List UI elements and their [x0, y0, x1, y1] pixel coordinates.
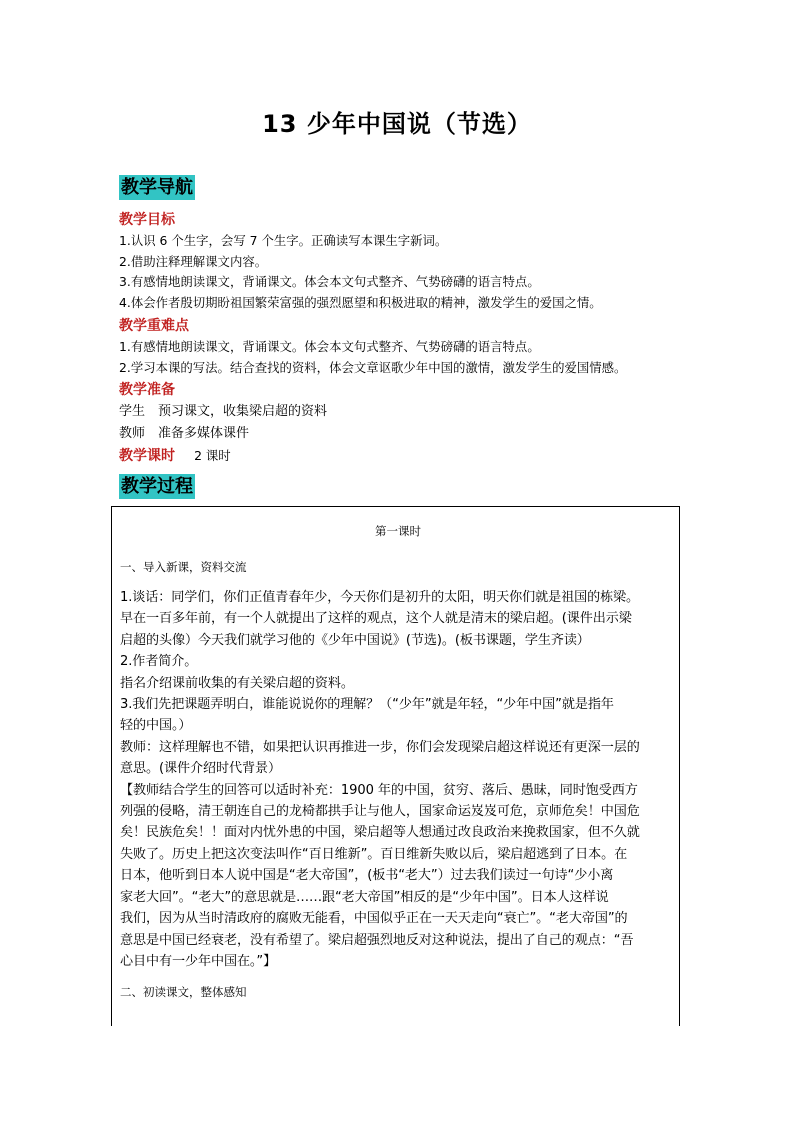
- lesson-section-heading: 一、导入新课，资料交流: [120, 560, 247, 574]
- lesson-title: 第一课时: [375, 524, 421, 538]
- lesson-line: 失败了。历史上把这次变法叫作“百日维新”。百日维新失败以后，梁启超逃到了日本。在: [120, 846, 628, 862]
- lesson-line: 2.作者简介。: [120, 654, 198, 670]
- lesson-box: [111, 506, 680, 1026]
- preparation-heading: 教学准备: [119, 382, 175, 398]
- teaching-difficulties: [119, 316, 699, 378]
- section-label-teaching-process: 教学过程: [121, 476, 193, 497]
- lesson-section-heading: 二、初读课文，整体感知: [120, 985, 247, 1000]
- teaching-preparation: [119, 380, 699, 444]
- lesson-line: 列强的侵略，清王朝连自己的龙椅都拱手让与他人，国家命运岌岌可危，京师危矣！中国危: [120, 804, 640, 820]
- goal-item: 2.借助注释理解课文内容。: [119, 253, 268, 269]
- lesson-line: 意思。(课件介绍时代背景）: [120, 761, 281, 777]
- lesson-line: 3.我们先把课题弄明白，谁能说说你的理解？（“少年”就是年轻，“少年中国”就是指年: [120, 697, 614, 713]
- lesson-line: 1.谈话：同学们，你们正值青春年少，今天你们是初升的太阳，明天你们就是祖国的栋梁。: [120, 590, 640, 605]
- difficulties-heading: 教学重难点: [119, 318, 189, 334]
- lesson-line: 矣！民族危矣！！面对内忧外患的中国，梁启超等人想通过改良政治来挽救国家，但不久就: [120, 825, 640, 841]
- lesson-line: 指名介绍课前收集的有关梁启超的资料。: [120, 675, 354, 691]
- lesson-line: 意思是中国已经衰老，没有希望了。梁启超强烈地反对这种说法，提出了自己的观点：“吾: [120, 932, 634, 948]
- page-title: 13 少年中国说（节选）: [262, 110, 532, 138]
- lesson-line: 教师：这样理解也不错，如果把认识再推进一步，你们会发现梁启超这样说还有更深一层的: [120, 739, 640, 755]
- lesson-line: 日本，他听到日本人说中国是“老大帝国”，(板书“老大”）过去我们读过一句诗“少小离: [120, 868, 614, 884]
- goal-item: 3.有感情地朗读课文，背诵课文。体会本文句式整齐、气势磅礴的语言特点。: [119, 274, 540, 289]
- teaching-goals: [119, 210, 699, 313]
- preparation-item: 学生 预习课文，收集梁启超的资料: [119, 404, 328, 419]
- lesson-line: 启超的头像）今天我们就学习他的《少年中国说》(节选)。(板书课题，学生齐读）: [120, 632, 590, 648]
- lesson-line: 家老大回”。“老大”的意思就是……跟“老大帝国”相反的是“少年中国”。日本人这样说: [120, 889, 609, 905]
- difficulty-item: 2.学习本课的写法。结合查找的资料，体会文章讴歌少年中国的激情，激发学生的爱国情感。: [119, 359, 627, 375]
- lesson-line: 心目中有一少年中国在。”】: [120, 953, 277, 969]
- lesson-line: 我们，因为从当时清政府的腐败无能看，中国似乎正在一天天走向“衰亡”。“老大帝国”的: [120, 911, 628, 927]
- section-label-teaching-navigation: 教学导航: [121, 177, 193, 198]
- lesson-line: 早在一百多年前，有一个人就提出了这样的观点，这个人就是清末的梁启超。(课件出示梁: [120, 611, 632, 627]
- goals-heading: 教学目标: [119, 212, 175, 228]
- difficulty-item: 1.有感情地朗读课文，背诵课文。体会本文句式整齐、气势磅礴的语言特点。: [119, 339, 540, 354]
- goal-item: 4.体会作者殷切期盼祖国繁荣富强的强烈愿望和积极进取的精神，激发学生的爱国之情。: [119, 294, 602, 310]
- hours-heading: 教学课时: [119, 448, 175, 464]
- lesson-line: 【教师结合学生的回答可以适时补充：1900 年的中国，贫穷、落后、愚昧，同时饱受西方: [120, 782, 638, 798]
- teaching-hours: [119, 445, 699, 467]
- hours-value: 2 课时: [194, 448, 231, 463]
- goal-item: 1.认识 6 个生字，会写 7 个生字。正确读写本课生字新词。: [119, 233, 448, 248]
- preparation-item: 教师 准备多媒体课件: [119, 425, 250, 441]
- lesson-line: 轻的中国。）: [120, 718, 192, 734]
